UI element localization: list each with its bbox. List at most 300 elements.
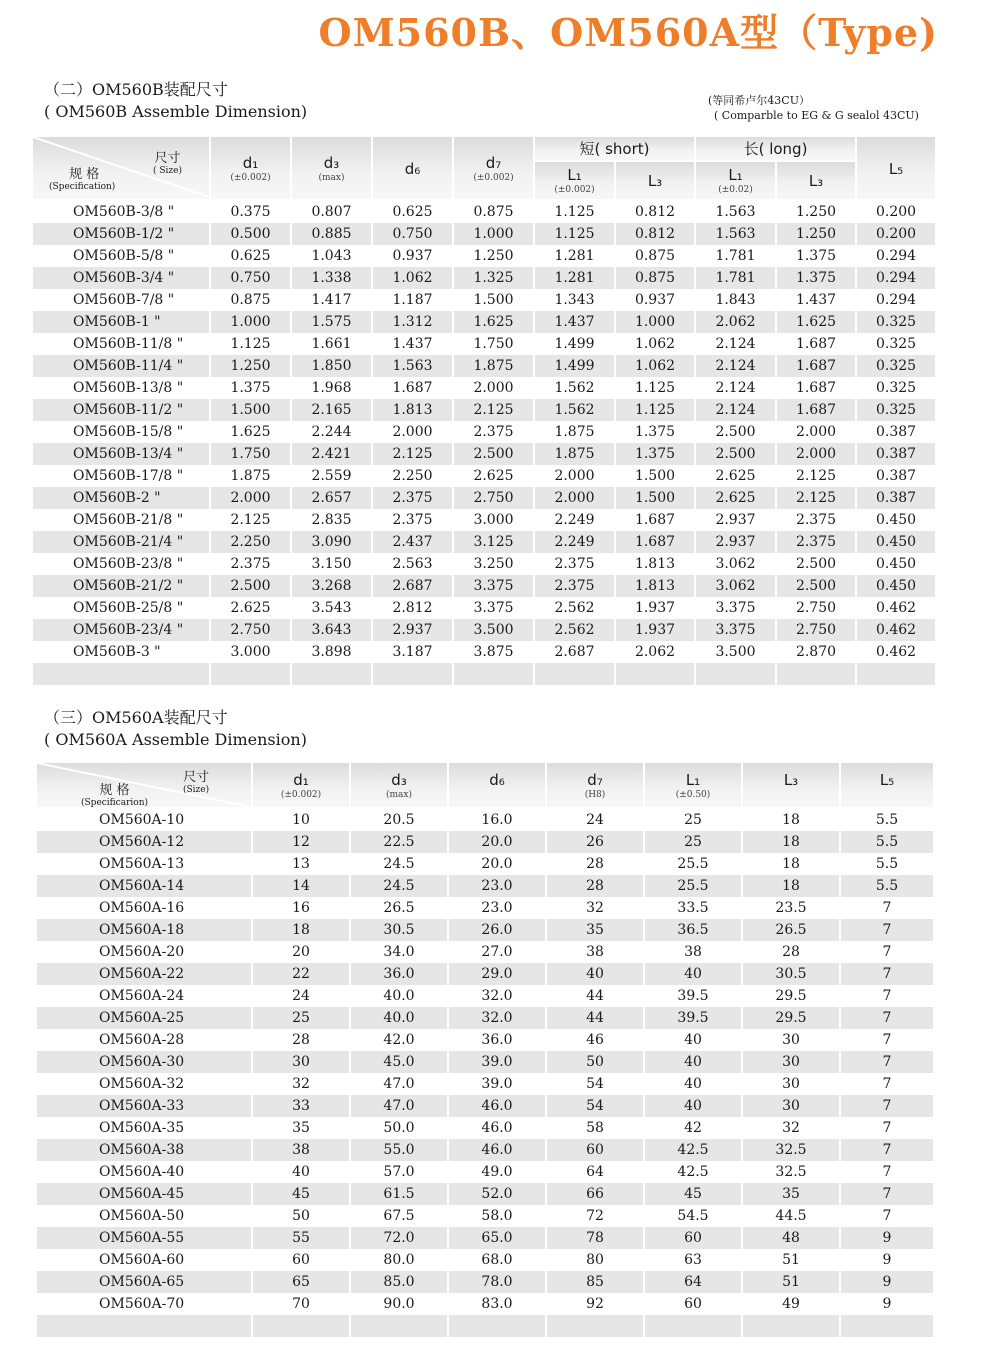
spec-cell: OM560B-2 " <box>33 487 211 509</box>
value-cell: 25 <box>645 809 743 831</box>
table-row <box>33 531 937 553</box>
spec-cell: OM560B-1 " <box>33 311 211 333</box>
value-cell: 1.687 <box>373 377 454 399</box>
table-footer-row <box>37 1315 935 1337</box>
value-cell: 54 <box>547 1095 645 1117</box>
footer-cell <box>841 1315 935 1337</box>
footer-cell <box>211 663 292 685</box>
value-cell: 0.450 <box>857 509 937 531</box>
comparable-note-en: ( Comparble to EG & G sealol 43CU) <box>714 109 919 122</box>
value-cell: 2.563 <box>373 553 454 575</box>
value-cell: 3.000 <box>454 509 535 531</box>
value-cell: 1.281 <box>535 245 616 267</box>
table-row <box>33 333 937 355</box>
table-row <box>37 875 935 897</box>
value-cell: 3.898 <box>292 641 373 663</box>
value-cell: 2.124 <box>696 399 777 421</box>
value-cell: 3.062 <box>696 575 777 597</box>
value-cell: 24 <box>547 809 645 831</box>
value-cell: 1.687 <box>777 355 857 377</box>
value-cell: 85.0 <box>351 1271 449 1293</box>
value-cell: 2.000 <box>211 487 292 509</box>
value-cell: 64 <box>645 1271 743 1293</box>
value-cell: 3.643 <box>292 619 373 641</box>
table-row <box>37 853 935 875</box>
value-cell: 0.625 <box>373 201 454 223</box>
value-cell: 1.375 <box>777 267 857 289</box>
value-cell: 1.375 <box>616 421 696 443</box>
value-cell: 64 <box>547 1161 645 1183</box>
table-row <box>37 941 935 963</box>
value-cell: 70 <box>253 1293 351 1315</box>
value-cell: 40 <box>645 1073 743 1095</box>
spec-cell: OM560B-7/8 " <box>33 289 211 311</box>
spec-size-header-a <box>37 763 253 809</box>
value-cell: 1.325 <box>454 267 535 289</box>
spec-cell: OM560A-18 <box>37 919 253 941</box>
value-cell: 1.968 <box>292 377 373 399</box>
footer-cell <box>857 663 937 685</box>
value-cell: 1.687 <box>616 509 696 531</box>
value-cell: 2.500 <box>454 443 535 465</box>
value-cell: 7 <box>841 1007 935 1029</box>
spec-cell: OM560B-21/4 " <box>33 531 211 553</box>
value-cell: 1.250 <box>454 245 535 267</box>
value-cell: 36.0 <box>351 963 449 985</box>
value-cell: 40 <box>645 963 743 985</box>
value-cell: 78 <box>547 1227 645 1249</box>
value-cell: 1.437 <box>373 333 454 355</box>
table-row <box>33 641 937 663</box>
value-cell: 1.375 <box>777 245 857 267</box>
value-cell: 32.0 <box>449 1007 547 1029</box>
value-cell: 1.781 <box>696 245 777 267</box>
value-cell: 50 <box>253 1205 351 1227</box>
value-cell: 0.200 <box>857 201 937 223</box>
spec-cell: OM560B-3/8 " <box>33 201 211 223</box>
spec-cell: OM560B-3 " <box>33 641 211 663</box>
footer-cell <box>449 1315 547 1337</box>
value-cell: 0.750 <box>211 267 292 289</box>
table-row <box>33 487 937 509</box>
spec-cell: OM560B-11/2 " <box>33 399 211 421</box>
size-label-en: ( Size) <box>153 166 182 176</box>
value-cell: 3.125 <box>454 531 535 553</box>
value-cell: 67.5 <box>351 1205 449 1227</box>
value-cell: 1.312 <box>373 311 454 333</box>
value-cell: 42 <box>645 1117 743 1139</box>
value-cell: 26.5 <box>743 919 841 941</box>
footer-cell <box>547 1315 645 1337</box>
value-cell: 45.0 <box>351 1051 449 1073</box>
spec-cell: OM560B-23/8 " <box>33 553 211 575</box>
value-cell: 2.500 <box>696 443 777 465</box>
value-cell: 25 <box>253 1007 351 1029</box>
value-cell: 46.0 <box>449 1117 547 1139</box>
value-cell: 0.325 <box>857 355 937 377</box>
value-cell: 2.500 <box>777 553 857 575</box>
value-cell: 1.813 <box>616 553 696 575</box>
value-cell: 2.125 <box>373 443 454 465</box>
table-row <box>37 1249 935 1271</box>
value-cell: 85 <box>547 1271 645 1293</box>
value-cell: 10 <box>253 809 351 831</box>
value-cell: 2.375 <box>211 553 292 575</box>
col-group-long: 长( long) <box>696 137 857 162</box>
spec-cell: OM560A-70 <box>37 1293 253 1315</box>
value-cell: 44.5 <box>743 1205 841 1227</box>
value-cell: 3.875 <box>454 641 535 663</box>
value-cell: 0.450 <box>857 531 937 553</box>
value-cell: 2.375 <box>535 553 616 575</box>
om560b-table-body <box>33 201 937 685</box>
value-cell: 7 <box>841 985 935 1007</box>
size-label-a: 尺寸 <box>183 770 210 785</box>
value-cell: 60 <box>645 1227 743 1249</box>
value-cell: 0.937 <box>373 245 454 267</box>
value-cell: 60 <box>547 1139 645 1161</box>
value-cell: 23.0 <box>449 897 547 919</box>
spec-cell: OM560B-11/8 " <box>33 333 211 355</box>
value-cell: 39.0 <box>449 1051 547 1073</box>
value-cell: 32 <box>253 1073 351 1095</box>
value-cell: 51 <box>743 1271 841 1293</box>
value-cell: 60 <box>645 1293 743 1315</box>
value-cell: 3.375 <box>454 575 535 597</box>
col-a-L3: L₃ <box>743 763 841 809</box>
value-cell: 1.000 <box>454 223 535 245</box>
section-a-heading <box>44 707 307 751</box>
table-row <box>37 1007 935 1029</box>
table-row <box>37 1161 935 1183</box>
value-cell: 44 <box>547 1007 645 1029</box>
value-cell: 36.0 <box>449 1029 547 1051</box>
value-cell: 33.5 <box>645 897 743 919</box>
value-cell: 47.0 <box>351 1095 449 1117</box>
col-group-short: 短( short) <box>535 137 696 162</box>
table-row <box>33 465 937 487</box>
value-cell: 32.0 <box>449 985 547 1007</box>
table-row <box>37 809 935 831</box>
value-cell: 0.812 <box>616 223 696 245</box>
value-cell: 1.625 <box>454 311 535 333</box>
value-cell: 1.125 <box>616 399 696 421</box>
value-cell: 50.0 <box>351 1117 449 1139</box>
value-cell: 2.812 <box>373 597 454 619</box>
spec-cell: OM560A-38 <box>37 1139 253 1161</box>
value-cell: 2.250 <box>211 531 292 553</box>
spec-label-a: 规 格 <box>99 783 130 798</box>
value-cell: 78.0 <box>449 1271 547 1293</box>
value-cell: 1.875 <box>211 465 292 487</box>
value-cell: 0.937 <box>616 289 696 311</box>
spec-cell: OM560A-28 <box>37 1029 253 1051</box>
value-cell: 7 <box>841 1205 935 1227</box>
value-cell: 2.124 <box>696 333 777 355</box>
value-cell: 3.375 <box>454 597 535 619</box>
value-cell: 42.5 <box>645 1139 743 1161</box>
value-cell: 7 <box>841 941 935 963</box>
value-cell: 30.5 <box>351 919 449 941</box>
spec-cell: OM560B-23/4 " <box>33 619 211 641</box>
value-cell: 7 <box>841 897 935 919</box>
value-cell: 40.0 <box>351 985 449 1007</box>
spec-cell: OM560A-22 <box>37 963 253 985</box>
spec-cell: OM560A-32 <box>37 1073 253 1095</box>
value-cell: 40 <box>547 963 645 985</box>
value-cell: 3.375 <box>696 597 777 619</box>
value-cell: 2.437 <box>373 531 454 553</box>
value-cell: 54 <box>547 1073 645 1095</box>
value-cell: 1.562 <box>535 377 616 399</box>
spec-cell: OM560A-10 <box>37 809 253 831</box>
value-cell: 1.417 <box>292 289 373 311</box>
value-cell: 2.249 <box>535 509 616 531</box>
value-cell: 40 <box>253 1161 351 1183</box>
value-cell: 34.0 <box>351 941 449 963</box>
value-cell: 26 <box>547 831 645 853</box>
value-cell: 2.559 <box>292 465 373 487</box>
value-cell: 92 <box>547 1293 645 1315</box>
value-cell: 45 <box>645 1183 743 1205</box>
value-cell: 30 <box>743 1051 841 1073</box>
value-cell: 1.437 <box>535 311 616 333</box>
value-cell: 0.294 <box>857 267 937 289</box>
spec-cell: OM560A-13 <box>37 853 253 875</box>
value-cell: 22 <box>253 963 351 985</box>
spec-cell: OM560A-33 <box>37 1095 253 1117</box>
value-cell: 46.0 <box>449 1095 547 1117</box>
value-cell: 44 <box>547 985 645 1007</box>
value-cell: 0.387 <box>857 487 937 509</box>
value-cell: 18 <box>743 853 841 875</box>
table-footer-row <box>33 663 937 685</box>
table-row <box>33 619 937 641</box>
col-d6: d₆ <box>373 137 454 201</box>
value-cell: 0.325 <box>857 377 937 399</box>
value-cell: 63 <box>645 1249 743 1271</box>
col-a-d6: d₆ <box>449 763 547 809</box>
value-cell: 1.250 <box>777 201 857 223</box>
value-cell: 1.563 <box>696 223 777 245</box>
value-cell: 39.5 <box>645 985 743 1007</box>
value-cell: 80 <box>547 1249 645 1271</box>
value-cell: 2.750 <box>211 619 292 641</box>
footer-cell <box>292 663 373 685</box>
value-cell: 3.000 <box>211 641 292 663</box>
table-row <box>37 1183 935 1205</box>
value-cell: 2.375 <box>454 421 535 443</box>
value-cell: 33 <box>253 1095 351 1117</box>
value-cell: 5.5 <box>841 875 935 897</box>
spec-cell: OM560A-12 <box>37 831 253 853</box>
value-cell: 0.875 <box>454 201 535 223</box>
page-title: OM560B、OM560A型（Type) <box>318 10 938 55</box>
value-cell: 7 <box>841 1117 935 1139</box>
value-cell: 26.0 <box>449 919 547 941</box>
table-row <box>37 1095 935 1117</box>
value-cell: 30 <box>743 1095 841 1117</box>
value-cell: 51 <box>743 1249 841 1271</box>
spec-cell: OM560B-21/2 " <box>33 575 211 597</box>
value-cell: 1.563 <box>373 355 454 377</box>
value-cell: 3.150 <box>292 553 373 575</box>
value-cell: 1.937 <box>616 619 696 641</box>
value-cell: 35 <box>253 1117 351 1139</box>
table-row <box>37 1073 935 1095</box>
table-row <box>33 223 937 245</box>
value-cell: 3.543 <box>292 597 373 619</box>
col-short-L3: L₃ <box>616 162 696 201</box>
value-cell: 2.750 <box>454 487 535 509</box>
value-cell: 7 <box>841 1073 935 1095</box>
value-cell: 1.125 <box>535 201 616 223</box>
value-cell: 1.687 <box>777 333 857 355</box>
value-cell: 1.661 <box>292 333 373 355</box>
value-cell: 1.843 <box>696 289 777 311</box>
value-cell: 0.450 <box>857 575 937 597</box>
value-cell: 1.250 <box>777 223 857 245</box>
value-cell: 23.0 <box>449 875 547 897</box>
value-cell: 2.625 <box>454 465 535 487</box>
value-cell: 1.500 <box>211 399 292 421</box>
spec-size-header <box>33 137 211 201</box>
value-cell: 2.250 <box>373 465 454 487</box>
spec-cell: OM560A-50 <box>37 1205 253 1227</box>
value-cell: 0.462 <box>857 641 937 663</box>
value-cell: 12 <box>253 831 351 853</box>
value-cell: 61.5 <box>351 1183 449 1205</box>
value-cell: 1.000 <box>616 311 696 333</box>
value-cell: 24 <box>253 985 351 1007</box>
value-cell: 2.562 <box>535 619 616 641</box>
value-cell: 1.343 <box>535 289 616 311</box>
value-cell: 2.000 <box>535 487 616 509</box>
table-row <box>37 1227 935 1249</box>
footer-cell <box>616 663 696 685</box>
value-cell: 1.043 <box>292 245 373 267</box>
value-cell: 3.500 <box>454 619 535 641</box>
value-cell: 9 <box>841 1293 935 1315</box>
value-cell: 1.937 <box>616 597 696 619</box>
footer-cell <box>645 1315 743 1337</box>
spec-label-a-en: (Specificarion) <box>81 798 148 808</box>
footer-cell <box>253 1315 351 1337</box>
section-b-heading-cn: （二）OM560B装配尺寸 <box>44 80 228 99</box>
spec-cell: OM560A-60 <box>37 1249 253 1271</box>
value-cell: 49 <box>743 1293 841 1315</box>
value-cell: 3.375 <box>696 619 777 641</box>
value-cell: 0.387 <box>857 465 937 487</box>
value-cell: 1.062 <box>373 267 454 289</box>
spec-cell: OM560B-1/2 " <box>33 223 211 245</box>
value-cell: 30 <box>253 1051 351 1073</box>
section-b-heading <box>44 79 307 123</box>
value-cell: 7 <box>841 919 935 941</box>
value-cell: 40 <box>645 1051 743 1073</box>
table-row <box>33 509 937 531</box>
value-cell: 2.125 <box>454 399 535 421</box>
value-cell: 2.750 <box>777 619 857 641</box>
footer-cell <box>777 663 857 685</box>
value-cell: 38 <box>547 941 645 963</box>
value-cell: 20.0 <box>449 853 547 875</box>
value-cell: 18 <box>743 875 841 897</box>
value-cell: 0.325 <box>857 399 937 421</box>
spec-cell: OM560B-21/8 " <box>33 509 211 531</box>
value-cell: 5.5 <box>841 853 935 875</box>
spec-cell: OM560A-40 <box>37 1161 253 1183</box>
table-row <box>33 597 937 619</box>
value-cell: 0.462 <box>857 619 937 641</box>
value-cell: 2.687 <box>535 641 616 663</box>
footer-cell <box>454 663 535 685</box>
value-cell: 2.000 <box>373 421 454 443</box>
section-b-heading-en: ( OM560B Assemble Dimension) <box>44 102 308 121</box>
value-cell: 46.0 <box>449 1139 547 1161</box>
value-cell: 60 <box>253 1249 351 1271</box>
value-cell: 7 <box>841 1051 935 1073</box>
value-cell: 2.937 <box>696 531 777 553</box>
value-cell: 3.090 <box>292 531 373 553</box>
value-cell: 2.062 <box>696 311 777 333</box>
table-row <box>33 245 937 267</box>
value-cell: 25.5 <box>645 853 743 875</box>
table-row <box>37 1293 935 1315</box>
value-cell: 0.750 <box>373 223 454 245</box>
value-cell: 38 <box>645 941 743 963</box>
value-cell: 28 <box>253 1029 351 1051</box>
value-cell: 2.937 <box>696 509 777 531</box>
value-cell: 3.062 <box>696 553 777 575</box>
table-row <box>37 1051 935 1073</box>
value-cell: 49.0 <box>449 1161 547 1183</box>
table-row <box>37 963 935 985</box>
value-cell: 5.5 <box>841 831 935 853</box>
footer-cell <box>696 663 777 685</box>
value-cell: 2.125 <box>777 465 857 487</box>
table-row <box>33 289 937 311</box>
value-cell: 32 <box>547 897 645 919</box>
value-cell: 3.187 <box>373 641 454 663</box>
col-d3: d₃ (max) <box>292 137 373 201</box>
value-cell: 1.687 <box>616 531 696 553</box>
footer-cell <box>351 1315 449 1337</box>
value-cell: 39.5 <box>645 1007 743 1029</box>
spec-cell: OM560A-14 <box>37 875 253 897</box>
value-cell: 2.375 <box>373 487 454 509</box>
value-cell: 2.657 <box>292 487 373 509</box>
value-cell: 7 <box>841 1095 935 1117</box>
value-cell: 3.500 <box>696 641 777 663</box>
value-cell: 83.0 <box>449 1293 547 1315</box>
value-cell: 22.5 <box>351 831 449 853</box>
spec-label-en: (Specification) <box>49 182 116 192</box>
value-cell: 30.5 <box>743 963 841 985</box>
col-a-L5: L₅ <box>841 763 935 809</box>
value-cell: 65 <box>253 1271 351 1293</box>
value-cell: 1.875 <box>535 421 616 443</box>
value-cell: 65.0 <box>449 1227 547 1249</box>
value-cell: 1.499 <box>535 355 616 377</box>
value-cell: 2.000 <box>454 377 535 399</box>
value-cell: 0.325 <box>857 333 937 355</box>
size-label: 尺寸 <box>154 151 181 166</box>
value-cell: 2.870 <box>777 641 857 663</box>
value-cell: 25.5 <box>645 875 743 897</box>
value-cell: 28 <box>743 941 841 963</box>
value-cell: 0.875 <box>211 289 292 311</box>
